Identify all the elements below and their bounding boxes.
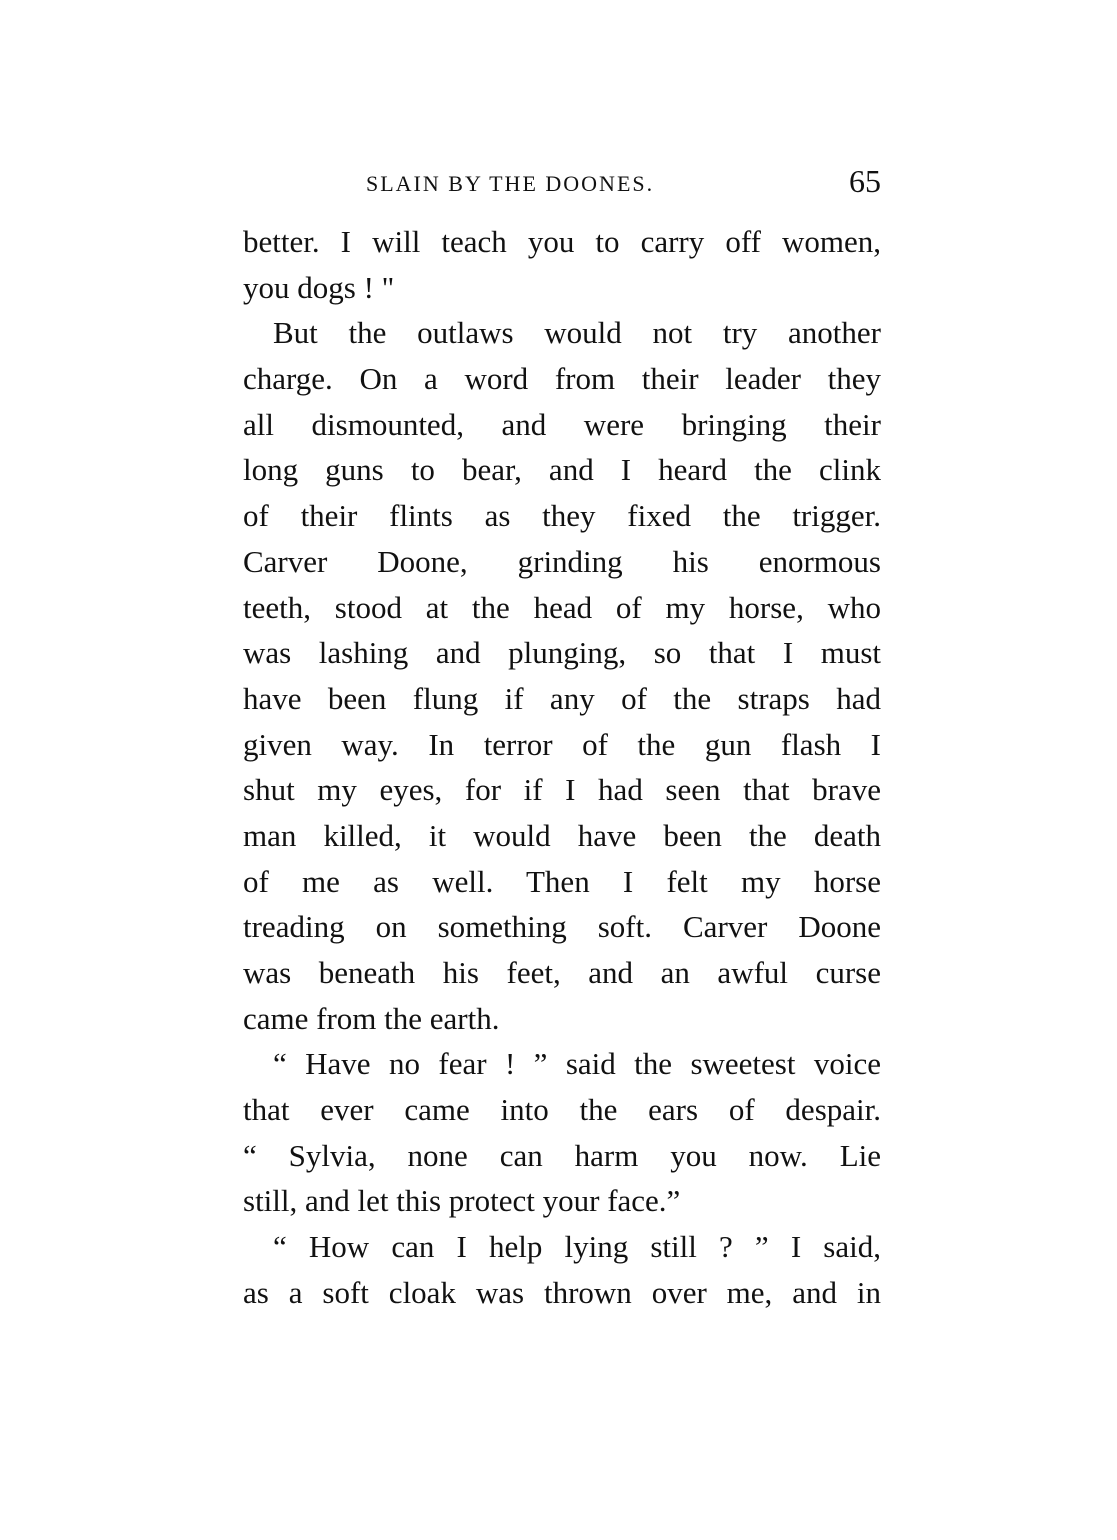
text-line: But the outlaws would not try another — [273, 315, 881, 351]
text-line: you dogs ! " — [243, 269, 395, 305]
text-line: given way. In terror of the gun flash I — [243, 726, 881, 762]
text-line: treading on something soft. Carver Doone — [243, 909, 881, 945]
text-line: long guns to bear, and I heard the clink — [243, 452, 881, 488]
text-line: “ Have no fear ! ” said the sweetest voice — [273, 1046, 881, 1082]
text-line: teeth, stood at the head of my horse, who — [243, 589, 881, 625]
text-line: came from the earth. — [243, 1000, 500, 1036]
text-line: was lashing and plunging, so that I must — [243, 635, 881, 671]
text-line: of their flints as they fixed the trigger. — [243, 498, 881, 534]
text-line: shut my eyes, for if I had seen that brave — [243, 772, 881, 808]
text-line: still, and let this protect your face.” — [243, 1183, 681, 1219]
text-line: better. I will teach you to carry off women, — [243, 224, 881, 259]
page-number: 65 — [849, 163, 881, 199]
text-line: man killed, it would have been the death — [243, 817, 881, 853]
text-line: was beneath his feet, and an awful curse — [243, 955, 881, 990]
text-line: charge. On a word from their leader they — [243, 361, 881, 397]
running-title: SLAIN BY THE DOONES. — [366, 171, 655, 196]
running-head — [243, 163, 883, 203]
text-line: have been flung if any of the straps had — [243, 680, 881, 716]
text-line: as a soft cloak was thrown over me, and in — [243, 1274, 881, 1310]
text-line: “ Sylvia, none can harm you now. Lie — [243, 1137, 881, 1173]
body-text — [243, 219, 881, 1316]
text-line: “ How can I help lying still ? ” I said, — [273, 1229, 881, 1265]
text-line: of me as well. Then I felt my horse — [243, 863, 881, 899]
text-line: that ever came into the ears of despair. — [243, 1092, 881, 1128]
text-line: all dismounted, and were bringing their — [243, 406, 881, 442]
text-line: Carver Doone, grinding his enormous — [243, 543, 881, 579]
